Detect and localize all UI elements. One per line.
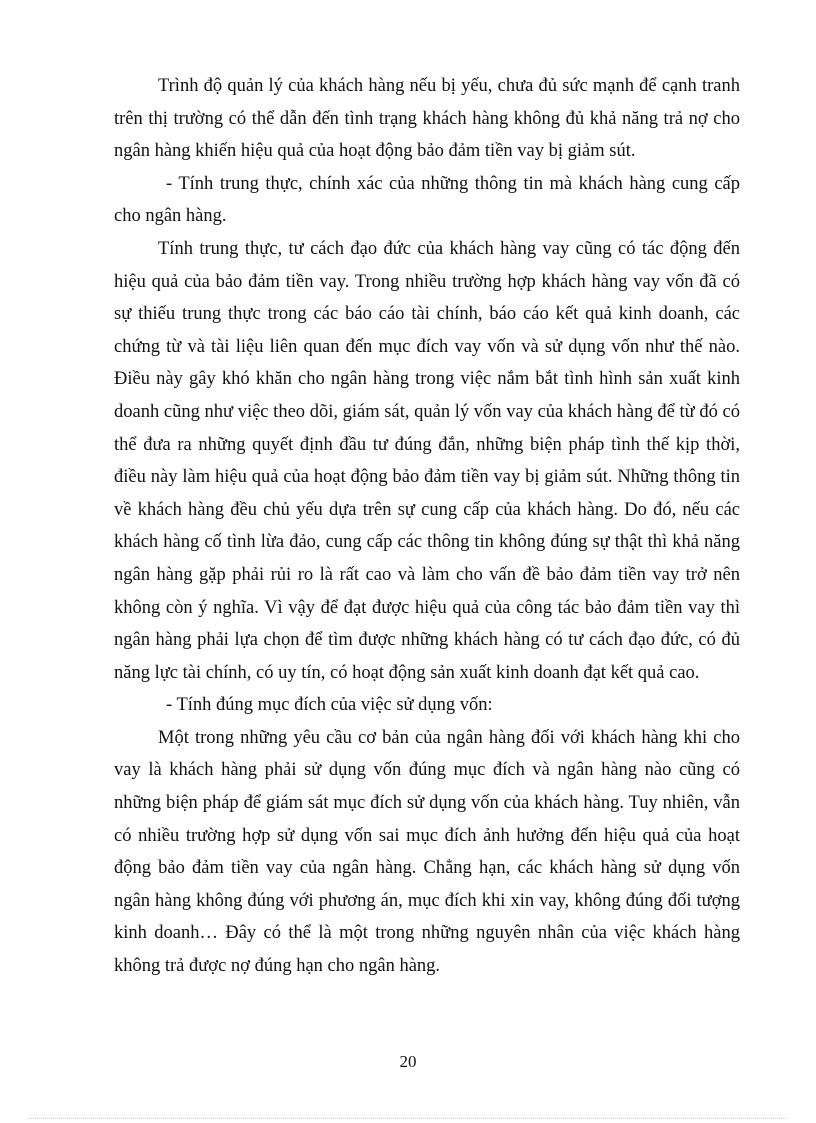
- bullet-loan-purpose: - Tính đúng mục đích của việc sử dụng vốn:: [166, 695, 493, 716]
- paragraph-loan-purpose: Một trong những yêu cầu cơ bản của ngân hàng đối với khách hàng khi cho vay là khách hàng phải sử dụng vốn đúng mục đích và ngân hàng nào cũng có những biện pháp để giám sát mục đích sử dụng vốn của khách hàng. Tuy nhiên, vẫn có nhiều trường hợp sử dụng vốn sai mục đích ảnh hưởng đến hiệu quả của hoạt động bảo đảm tiền vay của ngân hàng. Chẳng hạn, các khách hàng sử dụng vốn ngân hàng không đúng với phương án, mục đích khi xin vay, không đúng đối tượng kinh doanh… Đây có thể là một trong những nguyên nhân của việc khách hàng không trả được nợ đúng hạn cho ngân hàng.: [114, 727, 740, 977]
- bullet-honesty-accuracy: - Tính trung thực, chính xác của những thông tin mà khách hàng cung cấp cho ngân hàng.: [114, 173, 740, 227]
- footer-divider: [28, 1118, 788, 1119]
- body-text: [114, 70, 740, 983]
- page-number: 20: [399, 1052, 417, 1071]
- paragraph-management-capacity: Trình độ quản lý của khách hàng nếu bị yếu, chưa đủ sức mạnh để cạnh tranh trên thị trường có thể dẫn đến tình trạng khách hàng không đủ khả năng trả nợ cho ngân hàng khiến hiệu quả của hoạt động bảo đảm tiền vay bị giảm sút.: [114, 76, 740, 162]
- paragraph-honesty-ethics: Tính trung thực, tư cách đạo đức của khách hàng vay cũng có tác động đến hiệu quả của bảo đảm tiền vay. Trong nhiều trường hợp khách hàng vay vốn đã có sự thiếu trung thực trong các báo cáo tài chính, báo cáo kết quả kinh doanh, các chứng từ và tài liệu liên quan đến mục đích vay vốn và sử dụng vốn như thế nào. Điều này gây khó khăn cho ngân hàng trong việc nắm bắt tình hình sản xuất kinh doanh cũng như việc theo dõi, giám sát, quản lý vốn vay của khách hàng để từ đó có thể đưa ra những quyết định đầu tư đúng đắn, những biện pháp tình thế kịp thời, điều này làm hiệu quả của hoạt động bảo đảm tiền vay bị giảm sút. Những thông tin về khách hàng đều chủ yếu dựa trên sự cung cấp của khách hàng. Do đó, nếu các khách hàng cố tình lừa đảo, cung cấp các thông tin không đúng sự thật thì khả năng ngân hàng gặp phải rủi ro là rất cao và làm cho vấn đề bảo đảm tiền vay trở nên không còn ý nghĩa. Vì vậy để đạt được hiệu quả của công tác bảo đảm tiền vay thì ngân hàng phải lựa chọn để tìm được những khách hàng có tư cách đạo đức, có đủ năng lực tài chính, có uy tín, có hoạt động sản xuất kinh doanh đạt kết quả cao.: [114, 238, 740, 683]
